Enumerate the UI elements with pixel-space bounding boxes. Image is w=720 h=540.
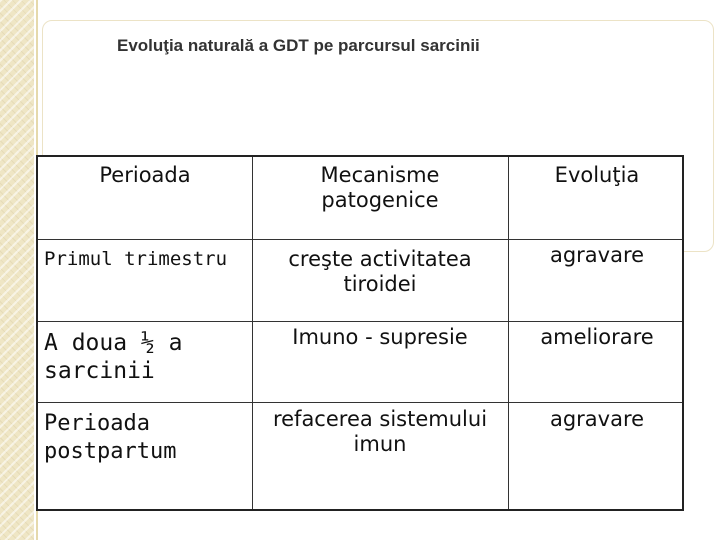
- slide-title: Evoluţia naturală a GDT pe parcursul sarcinii: [117, 36, 480, 55]
- cell-perioada-3: Perioada postpartum: [44, 411, 177, 464]
- cell-mecanism-3: refacerea sistemului imun: [272, 407, 488, 456]
- header-evolutia: Evoluţia: [554, 163, 640, 187]
- cell-mecanism-2: Imuno - supresie: [292, 325, 468, 349]
- cell-evolutia-1: agravare: [549, 243, 645, 267]
- decorative-strip: [0, 0, 34, 540]
- header-perioada: Perioada: [99, 163, 191, 187]
- cell-perioada-1: Primul trimestru: [44, 248, 228, 270]
- row-divider: [38, 402, 684, 403]
- cell-perioada-2: A doua ½ a sarcinii: [44, 330, 183, 384]
- cell-evolutia-2: ameliorare: [540, 325, 654, 349]
- row-divider: [38, 321, 684, 322]
- header-mecanisme: Mecanisme patogenice: [320, 163, 440, 212]
- cell-evolutia-3: agravare: [549, 407, 645, 431]
- row-divider: [38, 239, 684, 240]
- data-table: [36, 155, 684, 511]
- cell-mecanism-1: creşte activitatea tiroidei: [288, 247, 472, 296]
